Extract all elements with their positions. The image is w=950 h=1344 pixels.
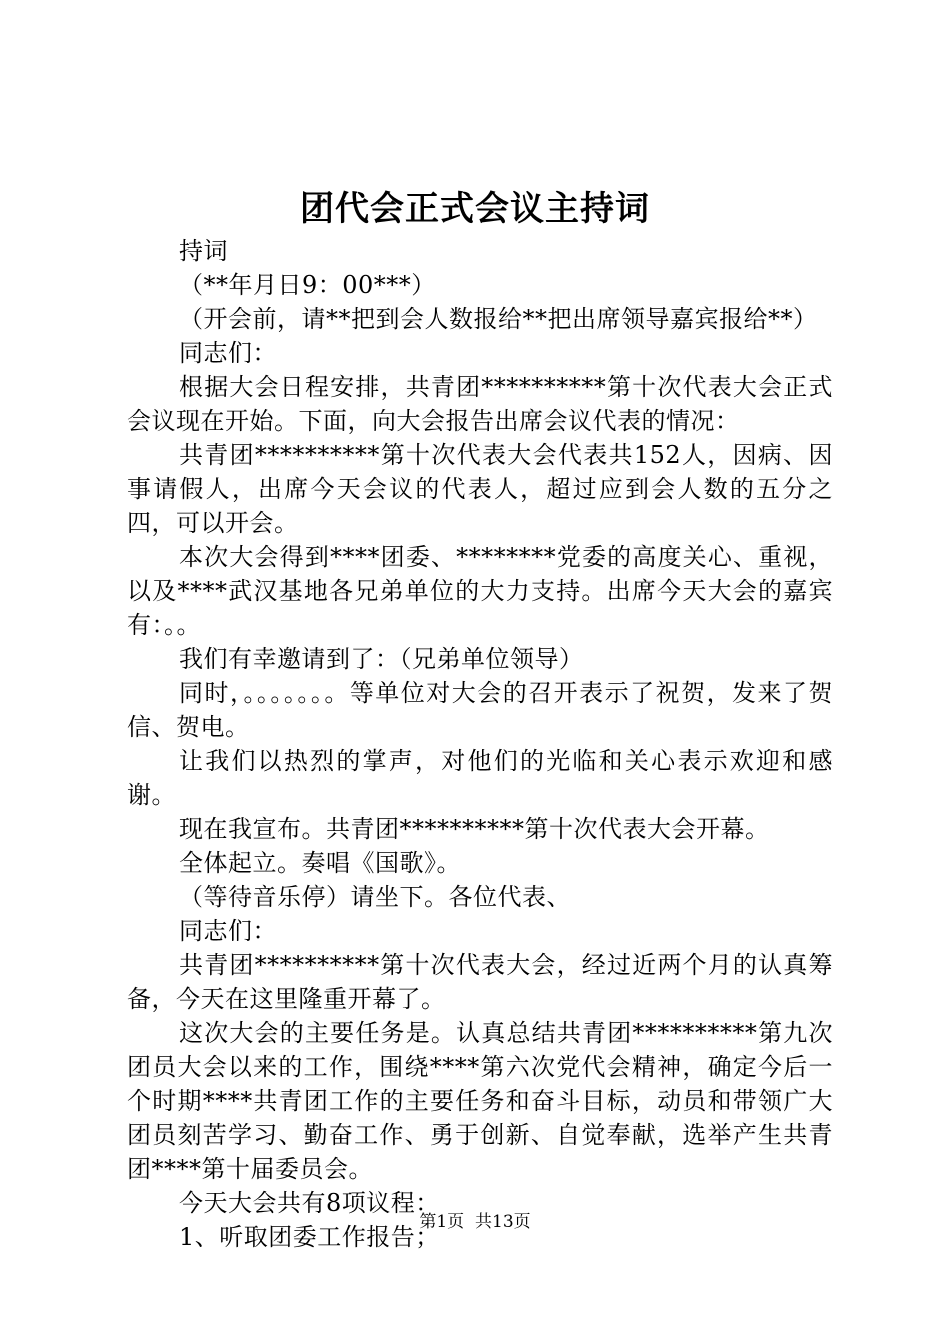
paragraph: 今天大会共有8项议程： (179, 1189, 440, 1217)
paragraph: 这次大会的主要任务是。认真总结共青团**********第九次团员大会以来的工作，围绕****第六次党代会精神，确定今后一个时期****共青团工作的主要任务和奋斗目标，动员和带领广大团员刻苦学习、勤奋工作、勇于创新、自觉奉献，选举产生共青团****第十届委员会。 (127, 1019, 833, 1183)
paragraph: 现在我宣布。共青团**********第十次代表大会开幕。 (179, 815, 770, 843)
page-total: 共13页 (475, 1212, 531, 1232)
paragraph: （开会前，请**把到会人数报给**把出席领导嘉宾报给**） (179, 305, 818, 333)
paragraph: 持词 (179, 237, 228, 265)
paragraph: 根据大会日程安排，共青团**********第十次代表大会正式会议现在开始。下面，向大会报告出席会议代表的情况： (127, 373, 833, 435)
paragraph: （**年月日9：00***） (179, 271, 436, 299)
paragraph: 我们有幸邀请到了：（兄弟单位领导） (179, 645, 584, 673)
page-number: 第1页 (419, 1212, 465, 1232)
paragraph: 同志们： (179, 917, 277, 945)
paragraph: 共青团**********第十次代表大会，经过近两个月的认真筹备，今天在这里隆重开幕了。 (127, 951, 833, 1013)
paragraph: 全体起立。奏唱《国歌》。 (179, 849, 461, 877)
paragraph: 让我们以热烈的掌声，对他们的光临和关心表示欢迎和感谢。 (127, 747, 833, 809)
paragraph: （等待音乐停）请坐下。各位代表、 (179, 883, 571, 911)
document-body (127, 234, 833, 1254)
page-footer (0, 1210, 950, 1234)
paragraph: 1、听取团委工作报告； (179, 1223, 440, 1251)
paragraph: 同时，。。。。。。。等单位对大会的召开表示了祝贺，发来了贺信、贺电。 (127, 679, 833, 741)
document-title: 团代会正式会议主持词 (300, 189, 650, 229)
paragraph: 本次大会得到****团委、********党委的高度关心、重视，以及****武汉基地各兄弟单位的大力支持。出席今天大会的嘉宾有：。。 (127, 543, 833, 639)
paragraph: 共青团**********第十次代表大会代表共152人，因病、因事请假人，出席今天会议的代表人，超过应到会人数的五分之四，可以开会。 (127, 441, 833, 537)
paragraph: 同志们： (179, 339, 277, 367)
